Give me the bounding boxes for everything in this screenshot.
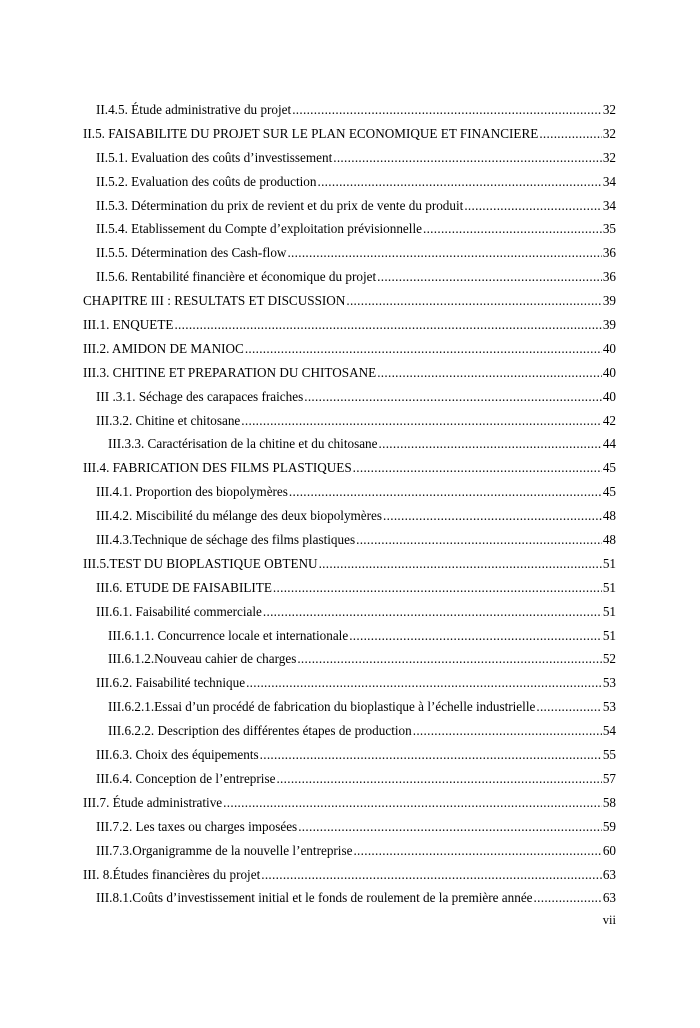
toc-entry <box>83 671 616 695</box>
dot-leader <box>304 385 602 409</box>
toc-entry-title: III.3.3. Caractérisation de la chitine et du chitosane <box>108 436 378 452</box>
toc-entry-page: 53 <box>602 675 616 691</box>
toc-entry-page: 63 <box>602 866 616 882</box>
toc-entry-page: 53 <box>602 699 616 715</box>
toc-entry <box>83 504 616 528</box>
dot-leader <box>261 863 602 887</box>
dot-leader <box>346 289 601 313</box>
toc-entry-page: 51 <box>602 555 616 571</box>
toc-entry-page: 51 <box>602 579 616 595</box>
toc-entry <box>83 552 616 576</box>
toc-entry-title: III.7.2. Les taxes ou charges imposées <box>96 818 298 834</box>
dot-leader <box>319 552 602 576</box>
toc-entry-page: 60 <box>602 842 616 858</box>
toc-entry <box>83 265 616 289</box>
toc-entry-page: 45 <box>602 460 616 476</box>
toc-entry <box>83 313 616 337</box>
toc-entry-title: III.6.4. Conception de l’entreprise <box>96 770 276 786</box>
toc-entry-page: 34 <box>602 197 616 213</box>
dot-leader <box>353 456 602 480</box>
dot-leader <box>298 815 602 839</box>
toc-entry-page: 40 <box>602 364 616 380</box>
toc-entry-title: III.1. ENQUETE <box>83 317 174 333</box>
toc-entry <box>83 886 616 910</box>
dot-leader <box>246 671 602 695</box>
toc-entry <box>83 767 616 791</box>
toc-entry-page: 54 <box>602 723 616 739</box>
dot-leader <box>174 313 601 337</box>
toc-entry-title: III.4.3.Technique de séchage des films plastiques <box>96 532 356 548</box>
toc-entry-title: III.5.TEST DU BIOPLASTIQUE OBTENU <box>83 555 318 571</box>
dot-leader <box>464 194 601 218</box>
toc-entry-title: II.5.1. Evaluation des coûts d’investissement <box>96 149 333 165</box>
dot-leader <box>333 146 602 170</box>
toc-entry <box>83 194 616 218</box>
toc-entry <box>83 146 616 170</box>
toc-entry-page: 32 <box>602 102 616 117</box>
toc-entry-title: CHAPITRE III : RESULTATS ET DISCUSSION <box>83 293 346 309</box>
dot-leader <box>273 576 602 600</box>
toc-entry-page: 51 <box>602 603 616 619</box>
toc-entry <box>83 576 616 600</box>
toc-entry-page: 42 <box>602 412 616 428</box>
toc-entry-page: 57 <box>602 770 616 786</box>
toc-entry-page: 48 <box>602 532 616 548</box>
dot-leader <box>536 695 601 719</box>
toc-entry <box>83 337 616 361</box>
toc-entry-page: 40 <box>602 340 616 356</box>
toc-entry-page: 52 <box>602 651 616 667</box>
dot-leader <box>297 647 601 671</box>
toc-entry <box>83 695 616 719</box>
toc-entry-title: III.6.2. Faisabilité technique <box>96 675 246 691</box>
toc-entry-title: III.3. CHITINE ET PREPARATION DU CHITOSANE <box>83 364 377 380</box>
dot-leader <box>289 480 602 504</box>
toc-entry-title: III.6.3. Choix des équipements <box>96 747 259 763</box>
toc-entry-page: 48 <box>602 508 616 524</box>
toc-entry <box>83 839 616 863</box>
toc-entry-page: 36 <box>602 269 616 285</box>
toc-entry-page: 32 <box>602 125 616 141</box>
toc-entry-title: III.8.1.Coûts d’investissement initial et le fonds de roulement de la première année <box>96 890 533 906</box>
toc-entry-title: III.6. ETUDE DE FAISABILITE <box>96 579 272 595</box>
dot-leader <box>534 886 602 910</box>
toc-entry <box>83 122 616 146</box>
toc-entry <box>83 815 616 839</box>
dot-leader <box>276 767 601 791</box>
toc-entry-title: III.6.1. Faisabilité commerciale <box>96 603 262 619</box>
toc-entry-title: III.6.1.1. Concurrence locale et internationale <box>108 627 349 643</box>
toc-entry-page: 40 <box>602 388 616 404</box>
toc-entry <box>83 480 616 504</box>
toc-entry <box>83 719 616 743</box>
dot-leader <box>260 743 602 767</box>
toc-entry-page: 36 <box>602 245 616 261</box>
toc-entry <box>83 217 616 241</box>
toc-entry-page: 44 <box>602 436 616 452</box>
toc-entry <box>83 289 616 313</box>
toc-entry-title: II.5.3. Détermination du prix de revient et du prix de vente du produit <box>96 197 464 213</box>
toc-entry-title: II.5.5. Détermination des Cash-flow <box>96 245 287 261</box>
toc-entry-page: 59 <box>602 818 616 834</box>
dot-leader <box>423 217 602 241</box>
toc-entry <box>83 743 616 767</box>
toc-entry <box>83 170 616 194</box>
dot-leader <box>383 504 602 528</box>
dot-leader <box>223 791 602 815</box>
toc-entry-title: III .3.1. Séchage des carapaces fraiches <box>96 388 304 404</box>
dot-leader <box>287 241 601 265</box>
dot-leader <box>353 839 601 863</box>
dot-leader <box>245 337 602 361</box>
dot-leader <box>379 432 602 456</box>
dot-leader <box>539 122 601 146</box>
toc-entry <box>83 361 616 385</box>
toc-entry-title: II.5.4. Etablissement du Compte d’exploitation prévisionnelle <box>96 221 422 237</box>
toc-entry-title: III.3.2. Chitine et chitosane <box>96 412 241 428</box>
toc-entry-title: III.4.2. Miscibilité du mélange des deux biopolymères <box>96 508 383 524</box>
toc-entry-page: 45 <box>602 484 616 500</box>
toc-entry-page: 63 <box>602 890 616 906</box>
toc-entry-title: III. 8.Études financières du projet <box>83 866 261 882</box>
toc-entry-page: 39 <box>602 317 616 333</box>
toc-entry <box>83 409 616 433</box>
toc-entry-page: 55 <box>602 747 616 763</box>
dot-leader <box>377 265 602 289</box>
toc-entry-page: 39 <box>602 293 616 309</box>
dot-leader <box>263 600 602 624</box>
toc-entry-title: II.5.6. Rentabilité financière et économique du projet <box>96 269 377 285</box>
toc-entry <box>83 432 616 456</box>
toc-entry-title: III.7.3.Organigramme de la nouvelle l’entreprise <box>96 842 353 858</box>
toc-entry-page: 34 <box>602 173 616 189</box>
page-number: vii <box>602 913 616 927</box>
dot-leader <box>292 98 602 122</box>
toc-entry <box>83 241 616 265</box>
toc-entry <box>83 791 616 815</box>
dot-leader <box>241 409 602 433</box>
toc-entry <box>83 600 616 624</box>
dot-leader <box>413 719 602 743</box>
toc-entry-page: 35 <box>602 221 616 237</box>
toc-entry-title: III.6.1.2.Nouveau cahier de charges <box>108 651 297 667</box>
toc-entry-title: II.4.5. Étude administrative du projet <box>96 102 292 117</box>
toc-entry-title: III.2. AMIDON DE MANIOC <box>83 340 244 356</box>
toc-entry <box>83 624 616 648</box>
dot-leader <box>317 170 601 194</box>
toc-entry <box>83 456 616 480</box>
toc-entry-title: III.6.2.1.Essai d’un procédé de fabrication du bioplastique à l’échelle industrielle <box>108 699 536 715</box>
toc-entry <box>83 863 616 887</box>
toc-entry <box>83 528 616 552</box>
toc-entry-page: 51 <box>602 627 616 643</box>
dot-leader <box>356 528 602 552</box>
toc-entry <box>83 98 616 122</box>
toc-entry-page: 32 <box>602 149 616 165</box>
toc-entry <box>83 647 616 671</box>
toc-entry-title: III.4. FABRICATION DES FILMS PLASTIQUES <box>83 460 352 476</box>
toc-entry <box>83 385 616 409</box>
toc-entry-title: II.5.2. Evaluation des coûts de production <box>96 173 317 189</box>
toc-entry-title: III.6.2.2. Description des différentes étapes de production <box>108 723 412 739</box>
table-of-contents <box>83 98 616 910</box>
dot-leader <box>349 624 602 648</box>
toc-entry-title: III.7. Étude administrative <box>83 794 223 810</box>
toc-entry-title: II.5. FAISABILITE DU PROJET SUR LE PLAN ECONOMIQUE ET FINANCIERE <box>83 125 539 141</box>
dot-leader <box>377 361 602 385</box>
toc-entry-title: III.4.1. Proportion des biopolymères <box>96 484 288 500</box>
toc-entry-page: 58 <box>602 794 616 810</box>
